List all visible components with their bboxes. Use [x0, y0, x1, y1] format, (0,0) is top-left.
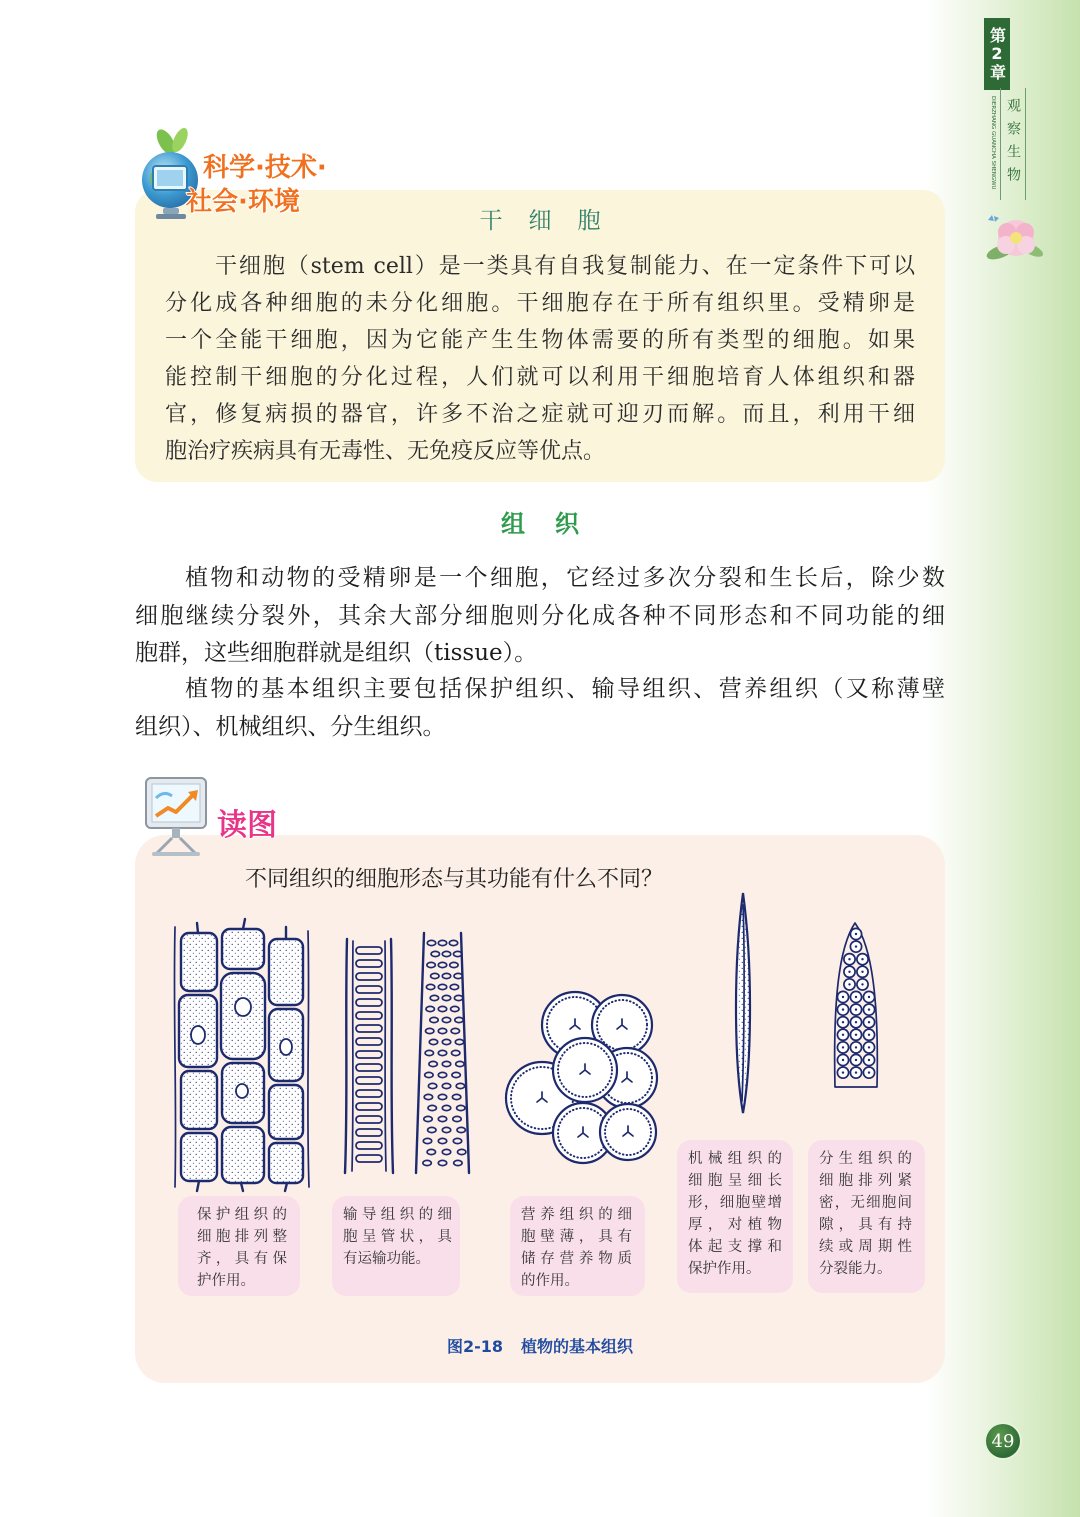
text-line: 分化成各种细胞的未分化细胞。干细胞存在于所有组织里。受精卵是	[165, 291, 915, 316]
vessel-pit	[427, 1149, 435, 1154]
caption-conducting-tissue	[332, 1196, 460, 1296]
vessel-pit	[449, 940, 457, 945]
annular-thickening	[356, 1051, 382, 1058]
meristem-nucleus	[848, 971, 850, 973]
protective-tissue-drawing	[174, 919, 309, 1191]
vessel-pit	[424, 1094, 432, 1099]
vessel-pit	[454, 973, 462, 978]
text-line: 密，无细胞间	[819, 1195, 912, 1211]
text-line: 保护组织的	[197, 1207, 287, 1223]
vessel-pit	[442, 973, 450, 978]
text-line: 官，修复病损的器官，许多不治之症就可迎刃而解。而且，利用干细	[165, 402, 915, 427]
vessel-wall	[461, 933, 469, 1173]
conducting-tissue-drawing	[345, 933, 469, 1173]
stse-label-line2: 社会·环境	[186, 187, 300, 217]
vessel-pit	[454, 995, 462, 1000]
chart-monitor-icon	[142, 774, 216, 860]
vessel-pit	[442, 1127, 450, 1132]
text-line: 厚，对植物	[688, 1217, 782, 1233]
text-line: 分生组织的	[819, 1151, 912, 1167]
vessel-pit	[455, 1017, 463, 1022]
meristem-nucleus	[842, 1034, 844, 1036]
annular-thickening	[356, 1155, 382, 1162]
annular-thickening	[356, 1103, 382, 1110]
figure-caption	[135, 1334, 945, 1360]
vessel-pit	[442, 995, 450, 1000]
meristem-nucleus	[861, 971, 863, 973]
stse-box-paragraph	[165, 248, 915, 470]
caption-protective-tissue	[178, 1196, 300, 1296]
vessel-pit	[427, 940, 435, 945]
vessel-pit	[442, 1061, 450, 1066]
meristem-nucleus	[868, 996, 870, 998]
vessel-pit	[438, 1116, 446, 1121]
text-line: 能控制干细胞的分化过程，人们就可以利用干细胞培育人体组织和器	[165, 365, 915, 390]
text-line: 齐，具有保	[197, 1251, 287, 1267]
vessel-pit	[424, 1116, 432, 1121]
caption-mechanical-tissue	[677, 1140, 793, 1293]
meristem-nucleus	[855, 996, 857, 998]
vessel-pit	[451, 1028, 459, 1033]
vessel-pit	[455, 1039, 463, 1044]
mechanical-tissue-drawing	[736, 893, 750, 1113]
text-line: 营养组织的细	[521, 1207, 632, 1223]
vessel-pit	[454, 1160, 462, 1165]
tissue-illustrations	[135, 835, 945, 1383]
meristem-nucleus	[842, 1021, 844, 1023]
meristem-nucleus	[868, 1059, 870, 1061]
annular-thickening	[356, 1090, 382, 1097]
meristem-tissue-drawing	[835, 923, 878, 1087]
vessel-pit	[452, 1050, 460, 1055]
vessel-pit	[458, 1149, 466, 1154]
figure-title: 植物的基本组织	[521, 1337, 634, 1356]
annular-thickening	[356, 999, 382, 1006]
text-line: 机械组织的	[688, 1151, 782, 1167]
vessel-pit	[430, 1017, 438, 1022]
vessel-pit	[450, 984, 458, 989]
section-heading: 组织	[501, 510, 609, 538]
annular-thickening	[356, 1129, 382, 1136]
text-line: 有运输功能。	[343, 1251, 430, 1267]
vessel-pit	[428, 1083, 436, 1088]
text-line: 细胞呈细长	[688, 1173, 782, 1189]
text-line: 植物的基本组织主要包括保护组织、输导组织、营养组织（又称薄壁	[185, 676, 945, 702]
vessel-pit	[425, 1072, 433, 1077]
meristem-nucleus	[855, 945, 857, 947]
vessel-pit	[428, 1105, 436, 1110]
meristem-nucleus	[861, 983, 863, 985]
annular-thickening	[356, 1116, 382, 1123]
vessel-pit	[442, 951, 450, 956]
meristem-nucleus	[842, 1059, 844, 1061]
annular-thickening	[356, 1064, 382, 1071]
text-line: 胞群，这些细胞群就是组织（tissue）。	[135, 640, 538, 666]
vessel-pit	[450, 962, 458, 967]
body-paragraph-2	[135, 671, 945, 746]
vessel-pit	[451, 1006, 459, 1011]
stse-box-title: 干细胞	[479, 208, 627, 234]
text-line: 的作用。	[521, 1273, 579, 1289]
vessel-wall	[391, 939, 393, 1173]
vessel-pit	[425, 1050, 433, 1055]
vessel-pit	[427, 962, 435, 967]
vessel-wall	[345, 939, 347, 1173]
vessel-pit	[438, 1072, 446, 1077]
parenchyma-cell	[553, 1038, 617, 1102]
stse-label-line1: 科学·技术·	[203, 153, 327, 183]
vessel-pit	[438, 1050, 446, 1055]
text-line: 储存营养物质	[521, 1251, 632, 1267]
vessel-pit	[426, 984, 434, 989]
meristem-nucleus	[855, 1059, 857, 1061]
text-line: 细胞继续分裂外，其余大部分细胞则分化成各种不同形态和不同功能的细	[135, 602, 945, 629]
meristem-nucleus	[848, 983, 850, 985]
chapter-pinyin: DIERZHANG GUANCHA SHENGWU	[990, 96, 996, 190]
meristem-nucleus	[861, 958, 863, 960]
page-number: 49	[986, 1424, 1020, 1458]
annular-thickening	[356, 947, 382, 954]
vessel-pit	[438, 1094, 446, 1099]
vessel-pit	[442, 1083, 450, 1088]
vessel-pit	[456, 1083, 464, 1088]
vessel-pit	[438, 1006, 446, 1011]
vessel-pit	[456, 1061, 464, 1066]
text-line: 胞治疗疾病具有无毒性、无免疫反应等优点。	[165, 439, 606, 464]
vessel-pit	[423, 1160, 431, 1165]
parenchyma-cell	[600, 1104, 656, 1160]
figure-number: 图2-18	[446, 1337, 504, 1356]
vessel-wall	[416, 933, 424, 1173]
text-line: 组织）、机械组织、分生组织。	[135, 713, 446, 740]
vessel-pit	[453, 1138, 461, 1143]
reading-label: 读图	[217, 808, 277, 843]
text-line: 形，细胞壁增	[688, 1195, 782, 1211]
vessel-pit	[429, 1039, 437, 1044]
meristem-nucleus	[868, 1046, 870, 1048]
vessel-pit	[438, 940, 446, 945]
annular-thickening	[356, 1142, 382, 1149]
annular-thickening	[356, 1038, 382, 1045]
chapter-tab: 第2章	[984, 18, 1010, 90]
meristem-nucleus	[842, 1008, 844, 1010]
vessel-pit	[457, 1105, 465, 1110]
annular-thickening	[356, 960, 382, 967]
text-line: 体起支撑和	[688, 1239, 782, 1255]
meristem-nucleus	[868, 1071, 870, 1073]
vessel-pit	[426, 1028, 434, 1033]
annular-thickening	[356, 1012, 382, 1019]
text-line: 输导组织的细	[343, 1207, 452, 1223]
text-line: 干细胞（stem cell）是一类具有自我复制能力、在一定条件下可以	[215, 254, 915, 279]
meristem-nucleus	[868, 1008, 870, 1010]
vessel-pit	[452, 1094, 460, 1099]
meristem-nucleus	[855, 1034, 857, 1036]
vessel-pit	[431, 973, 439, 978]
vessel-pit	[428, 1127, 436, 1132]
meristem-nucleus	[855, 1046, 857, 1048]
text-line: 胞壁薄，具有	[521, 1229, 632, 1245]
vessel-pit	[430, 995, 438, 1000]
text-line: 隙，具有持	[819, 1217, 912, 1233]
text-line: 胞呈管状，具	[343, 1229, 452, 1245]
vessel-pit	[423, 1138, 431, 1143]
parenchyma-tissue-drawing	[506, 992, 657, 1163]
meristem-nucleus	[855, 933, 857, 935]
annular-thickening	[356, 986, 382, 993]
vessel-pit	[431, 951, 439, 956]
annular-thickening	[356, 973, 382, 980]
text-line: 分裂能力。	[819, 1261, 892, 1277]
caption-parenchyma-tissue	[510, 1196, 645, 1296]
vessel-pit	[442, 1017, 450, 1022]
vessel-pit	[457, 1127, 465, 1132]
vessel-wall	[385, 941, 386, 1171]
meristem-nucleus	[855, 1008, 857, 1010]
flower-icon	[980, 208, 1050, 266]
vessel-pit	[452, 1072, 460, 1077]
chapter-title: 观察生物	[1000, 88, 1026, 200]
vessel-pit	[438, 1028, 446, 1033]
vessel-pit	[442, 1149, 450, 1154]
vessel-pit	[442, 1105, 450, 1110]
annular-thickening	[356, 1077, 382, 1084]
vessel-pit	[453, 1116, 461, 1121]
meristem-nucleus	[855, 1071, 857, 1073]
text-line: 植物和动物的受精卵是一个细胞，它经过多次分裂和生长后，除少数	[185, 565, 945, 591]
vessel-wall	[352, 941, 353, 1171]
vessel-pit	[438, 1160, 446, 1165]
text-line: 保护作用。	[688, 1261, 761, 1277]
vessel-pit	[429, 1061, 437, 1066]
vessel-pit	[442, 1039, 450, 1044]
caption-meristem-tissue	[808, 1140, 925, 1293]
meristem-nucleus	[842, 1046, 844, 1048]
meristem-nucleus	[855, 1021, 857, 1023]
meristem-nucleus	[868, 1034, 870, 1036]
meristem-nucleus	[842, 1071, 844, 1073]
text-line: 护作用。	[197, 1273, 255, 1289]
annular-thickening	[356, 1025, 382, 1032]
body-paragraph-1	[135, 560, 945, 673]
text-line: 续或周期性	[819, 1239, 912, 1255]
vessel-pit	[438, 962, 446, 967]
meristem-nucleus	[842, 996, 844, 998]
meristem-nucleus	[848, 958, 850, 960]
figure-question: 不同组织的细胞形态与其功能有什么不同？	[245, 867, 664, 892]
meristem-nucleus	[868, 1021, 870, 1023]
text-line: 一个全能干细胞，因为它能产生生物体需要的所有类型的细胞。如果	[165, 328, 915, 353]
vessel-pit	[426, 1006, 434, 1011]
vessel-pit	[438, 984, 446, 989]
text-line: 细胞排列整	[197, 1229, 287, 1245]
vessel-pit	[438, 1138, 446, 1143]
text-line: 细胞排列紧	[819, 1173, 912, 1189]
